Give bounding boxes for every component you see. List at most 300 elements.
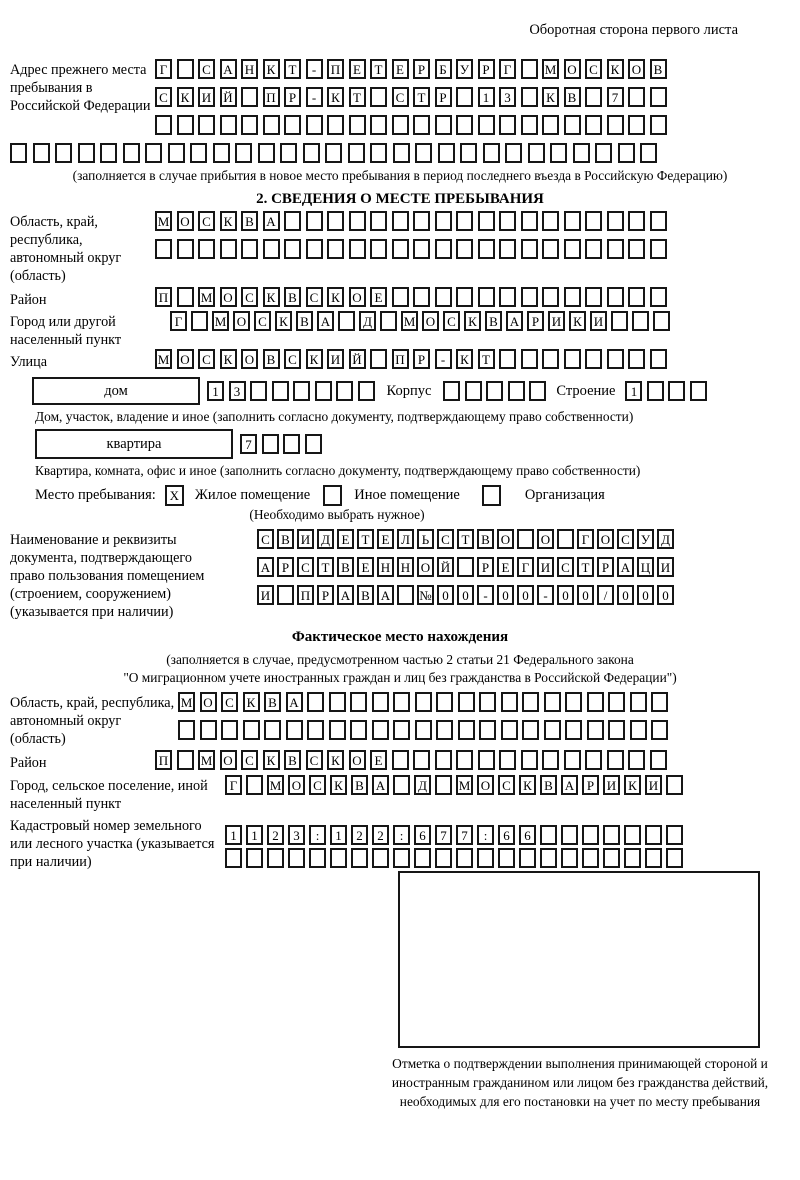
char-box[interactable]: 0 [637,585,654,605]
char-box[interactable]: - [477,585,494,605]
char-box[interactable] [624,848,641,868]
char-box[interactable] [349,211,366,231]
char-box[interactable] [645,848,662,868]
char-box[interactable]: С [306,750,323,770]
char-box[interactable] [372,692,389,712]
char-box[interactable] [585,87,602,107]
char-box[interactable] [608,720,625,740]
char-box[interactable] [542,239,559,259]
char-box[interactable] [286,720,303,740]
char-box[interactable]: Е [370,287,387,307]
char-box[interactable]: В [564,87,581,107]
char-box[interactable]: О [288,775,305,795]
char-box[interactable] [178,720,195,740]
char-box[interactable]: П [155,750,172,770]
char-box[interactable]: К [327,87,344,107]
char-box[interactable] [306,239,323,259]
char-box[interactable]: В [485,311,502,331]
char-box[interactable]: 0 [557,585,574,605]
char-box[interactable]: О [537,529,554,549]
char-box[interactable]: В [277,529,294,549]
char-box[interactable] [595,143,612,163]
char-box[interactable] [542,115,559,135]
char-box[interactable] [628,211,645,231]
char-box[interactable]: - [306,59,323,79]
char-box[interactable] [284,239,301,259]
char-box[interactable] [288,848,305,868]
char-box[interactable]: Т [370,59,387,79]
char-box[interactable] [650,211,667,231]
char-box[interactable]: К [263,59,280,79]
char-box[interactable] [327,239,344,259]
zhiloe-checkbox[interactable]: X [165,485,184,506]
char-box[interactable] [564,287,581,307]
char-box[interactable] [413,211,430,231]
char-box[interactable] [550,143,567,163]
char-box[interactable] [392,115,409,135]
char-box[interactable] [264,720,281,740]
char-box[interactable] [155,115,172,135]
char-box[interactable]: А [257,557,274,577]
char-box[interactable]: 1 [246,825,263,845]
char-box[interactable] [585,239,602,259]
char-box[interactable] [607,750,624,770]
char-box[interactable]: О [597,529,614,549]
char-box[interactable] [392,211,409,231]
char-box[interactable]: У [637,529,654,549]
char-box[interactable] [435,287,452,307]
char-box[interactable]: И [645,775,662,795]
char-box[interactable] [478,115,495,135]
char-box[interactable]: Ь [417,529,434,549]
char-box[interactable] [458,692,475,712]
char-box[interactable] [393,848,410,868]
char-box[interactable] [246,775,263,795]
char-box[interactable]: К [624,775,641,795]
char-box[interactable] [628,750,645,770]
char-box[interactable] [668,381,685,401]
char-box[interactable]: М [212,311,229,331]
char-box[interactable] [479,692,496,712]
char-box[interactable] [540,848,557,868]
char-box[interactable] [392,239,409,259]
char-box[interactable]: 3 [229,381,246,401]
char-box[interactable]: Т [577,557,594,577]
char-box[interactable] [145,143,162,163]
char-box[interactable]: К [220,349,237,369]
char-box[interactable] [501,720,518,740]
char-box[interactable]: С [617,529,634,549]
char-box[interactable]: И [257,585,274,605]
char-box[interactable] [651,692,668,712]
char-box[interactable]: О [417,557,434,577]
char-box[interactable]: К [243,692,260,712]
char-box[interactable] [478,287,495,307]
char-box[interactable] [348,143,365,163]
char-box[interactable]: Е [497,557,514,577]
char-box[interactable] [392,287,409,307]
char-box[interactable]: И [537,557,554,577]
char-box[interactable] [191,311,208,331]
char-box[interactable]: 0 [457,585,474,605]
char-box[interactable] [521,349,538,369]
char-box[interactable]: А [561,775,578,795]
char-box[interactable] [443,381,460,401]
char-box[interactable]: С [257,529,274,549]
char-box[interactable]: А [337,585,354,605]
char-box[interactable] [397,585,414,605]
char-box[interactable] [564,750,581,770]
char-box[interactable]: К [464,311,481,331]
char-box[interactable] [263,115,280,135]
char-box[interactable] [499,750,516,770]
char-box[interactable]: Е [377,529,394,549]
char-box[interactable]: Й [349,349,366,369]
char-box[interactable]: А [286,692,303,712]
char-box[interactable] [200,720,217,740]
char-box[interactable]: С [241,750,258,770]
char-box[interactable] [499,115,516,135]
char-box[interactable]: Р [317,585,334,605]
char-box[interactable]: М [155,349,172,369]
char-box[interactable] [263,239,280,259]
char-box[interactable] [221,720,238,740]
char-box[interactable] [258,143,275,163]
char-box[interactable]: Р [478,59,495,79]
char-box[interactable] [607,211,624,231]
char-box[interactable]: О [564,59,581,79]
char-box[interactable] [370,349,387,369]
char-box[interactable] [435,775,452,795]
char-box[interactable] [517,529,534,549]
char-box[interactable]: Т [413,87,430,107]
char-box[interactable]: Д [359,311,376,331]
char-box[interactable] [456,87,473,107]
char-box[interactable] [650,87,667,107]
char-box[interactable] [241,239,258,259]
char-box[interactable] [241,115,258,135]
char-box[interactable] [628,287,645,307]
char-box[interactable] [330,848,347,868]
char-box[interactable]: И [603,775,620,795]
char-box[interactable] [582,848,599,868]
char-box[interactable]: П [297,585,314,605]
char-box[interactable]: Н [397,557,414,577]
char-box[interactable] [521,239,538,259]
char-box[interactable]: М [198,287,215,307]
char-box[interactable]: А [263,211,280,231]
char-box[interactable]: О [349,287,366,307]
char-box[interactable]: Г [517,557,534,577]
char-box[interactable] [456,287,473,307]
char-box[interactable]: О [497,529,514,549]
char-box[interactable]: 7 [435,825,452,845]
char-box[interactable] [477,848,494,868]
char-box[interactable]: Р [477,557,494,577]
char-box[interactable] [456,115,473,135]
char-box[interactable] [272,381,289,401]
char-box[interactable]: А [220,59,237,79]
char-box[interactable]: Г [225,775,242,795]
char-box[interactable]: О [200,692,217,712]
char-box[interactable]: О [177,349,194,369]
char-box[interactable]: К [327,750,344,770]
char-box[interactable]: Р [277,557,294,577]
char-box[interactable] [225,848,242,868]
char-box[interactable]: С [392,87,409,107]
char-box[interactable] [607,239,624,259]
char-box[interactable] [499,349,516,369]
char-box[interactable]: В [264,692,281,712]
char-box[interactable] [501,692,518,712]
char-box[interactable] [325,143,342,163]
char-box[interactable] [198,239,215,259]
char-box[interactable]: В [337,557,354,577]
char-box[interactable]: 7 [607,87,624,107]
char-box[interactable] [283,434,300,454]
char-box[interactable] [521,287,538,307]
char-box[interactable] [213,143,230,163]
char-box[interactable] [370,211,387,231]
char-box[interactable] [565,720,582,740]
char-box[interactable] [645,825,662,845]
char-box[interactable] [561,825,578,845]
char-box[interactable]: С [221,692,238,712]
char-box[interactable] [540,825,557,845]
char-box[interactable] [435,750,452,770]
char-box[interactable]: Е [357,557,374,577]
char-box[interactable] [393,775,410,795]
char-box[interactable] [666,825,683,845]
char-box[interactable]: / [597,585,614,605]
char-box[interactable] [585,287,602,307]
char-box[interactable]: Т [357,529,374,549]
char-box[interactable]: П [263,87,280,107]
char-box[interactable] [630,720,647,740]
char-box[interactable] [435,239,452,259]
char-box[interactable] [177,115,194,135]
char-box[interactable] [650,349,667,369]
char-box[interactable]: Й [220,87,237,107]
char-box[interactable] [235,143,252,163]
char-box[interactable]: Р [527,311,544,331]
char-box[interactable] [564,349,581,369]
char-box[interactable] [372,848,389,868]
char-box[interactable] [585,211,602,231]
char-box[interactable] [528,143,545,163]
char-box[interactable] [650,115,667,135]
char-box[interactable] [336,381,353,401]
char-box[interactable] [479,720,496,740]
char-box[interactable] [436,692,453,712]
char-box[interactable] [177,59,194,79]
char-box[interactable] [628,349,645,369]
char-box[interactable] [306,211,323,231]
char-box[interactable] [478,750,495,770]
char-box[interactable] [392,750,409,770]
char-box[interactable] [33,143,50,163]
char-box[interactable]: Т [478,349,495,369]
char-box[interactable] [478,239,495,259]
char-box[interactable]: П [392,349,409,369]
char-box[interactable]: Е [349,59,366,79]
char-box[interactable]: Т [284,59,301,79]
inoe-checkbox[interactable] [323,485,342,506]
char-box[interactable]: 0 [617,585,634,605]
char-box[interactable] [349,239,366,259]
char-box[interactable]: О [220,750,237,770]
char-box[interactable]: : [309,825,326,845]
char-box[interactable]: О [628,59,645,79]
char-box[interactable] [250,381,267,401]
char-box[interactable]: В [296,311,313,331]
char-box[interactable] [498,848,515,868]
char-box[interactable]: 0 [657,585,674,605]
char-box[interactable] [267,848,284,868]
char-box[interactable] [307,720,324,740]
char-box[interactable] [508,381,525,401]
char-box[interactable]: С [254,311,271,331]
char-box[interactable] [666,848,683,868]
char-box[interactable]: : [393,825,410,845]
char-box[interactable] [587,692,604,712]
char-box[interactable] [542,750,559,770]
char-box[interactable] [457,557,474,577]
char-box[interactable]: 0 [577,585,594,605]
char-box[interactable] [338,311,355,331]
char-box[interactable] [329,720,346,740]
char-box[interactable] [456,750,473,770]
char-box[interactable] [624,825,641,845]
char-box[interactable] [557,529,574,549]
char-box[interactable]: С [198,59,215,79]
char-box[interactable]: 6 [498,825,515,845]
char-box[interactable]: С [309,775,326,795]
char-box[interactable]: А [377,585,394,605]
char-box[interactable]: 2 [267,825,284,845]
char-box[interactable] [55,143,72,163]
char-box[interactable] [582,825,599,845]
char-box[interactable] [460,143,477,163]
char-box[interactable]: Г [170,311,187,331]
char-box[interactable] [611,311,628,331]
char-box[interactable]: 1 [625,381,642,401]
char-box[interactable]: С [498,775,515,795]
char-box[interactable]: А [617,557,634,577]
char-box[interactable] [438,143,455,163]
char-box[interactable]: Т [317,557,334,577]
char-box[interactable] [564,115,581,135]
char-box[interactable] [690,381,707,401]
char-box[interactable] [393,692,410,712]
char-box[interactable] [456,239,473,259]
char-box[interactable] [640,143,657,163]
char-box[interactable] [177,239,194,259]
char-box[interactable]: Д [414,775,431,795]
char-box[interactable] [585,349,602,369]
char-box[interactable] [519,848,536,868]
char-box[interactable] [478,211,495,231]
char-box[interactable] [603,848,620,868]
char-box[interactable] [220,115,237,135]
char-box[interactable]: С [155,87,172,107]
char-box[interactable] [168,143,185,163]
char-box[interactable]: П [155,287,172,307]
char-box[interactable] [607,287,624,307]
char-box[interactable]: С [437,529,454,549]
char-box[interactable]: В [263,349,280,369]
char-box[interactable] [370,115,387,135]
char-box[interactable] [350,720,367,740]
char-box[interactable] [456,211,473,231]
char-box[interactable]: Р [435,87,452,107]
char-box[interactable]: 6 [414,825,431,845]
char-box[interactable] [277,585,294,605]
char-box[interactable] [78,143,95,163]
char-box[interactable] [522,692,539,712]
char-box[interactable]: - [537,585,554,605]
char-box[interactable] [585,750,602,770]
char-box[interactable] [393,720,410,740]
char-box[interactable]: О [349,750,366,770]
char-box[interactable]: С [443,311,460,331]
char-box[interactable] [284,115,301,135]
char-box[interactable] [262,434,279,454]
char-box[interactable] [327,115,344,135]
char-box[interactable]: К [263,750,280,770]
char-box[interactable]: В [241,211,258,231]
char-box[interactable]: 0 [437,585,454,605]
char-box[interactable] [351,848,368,868]
char-box[interactable] [415,692,432,712]
char-box[interactable] [458,720,475,740]
char-box[interactable] [603,825,620,845]
char-box[interactable]: Г [499,59,516,79]
char-box[interactable]: Д [657,529,674,549]
char-box[interactable] [587,720,604,740]
char-box[interactable] [529,381,546,401]
char-box[interactable] [564,239,581,259]
char-box[interactable] [177,287,194,307]
char-box[interactable] [521,211,538,231]
char-box[interactable]: - [306,87,323,107]
char-box[interactable] [329,692,346,712]
char-box[interactable] [413,239,430,259]
char-box[interactable]: Е [392,59,409,79]
char-box[interactable] [608,692,625,712]
char-box[interactable]: К [275,311,292,331]
char-box[interactable]: Б [435,59,452,79]
char-box[interactable]: О [241,349,258,369]
char-box[interactable] [618,143,635,163]
char-box[interactable] [414,848,431,868]
char-box[interactable]: С [297,557,314,577]
char-box[interactable]: К [519,775,536,795]
char-box[interactable]: М [401,311,418,331]
char-box[interactable]: М [542,59,559,79]
char-box[interactable] [327,211,344,231]
char-box[interactable] [307,692,324,712]
char-box[interactable]: М [267,775,284,795]
char-box[interactable]: Р [284,87,301,107]
char-box[interactable] [544,692,561,712]
char-box[interactable]: К [607,59,624,79]
char-box[interactable] [305,434,322,454]
char-box[interactable] [650,287,667,307]
char-box[interactable] [628,115,645,135]
char-box[interactable] [243,720,260,740]
char-box[interactable]: И [657,557,674,577]
